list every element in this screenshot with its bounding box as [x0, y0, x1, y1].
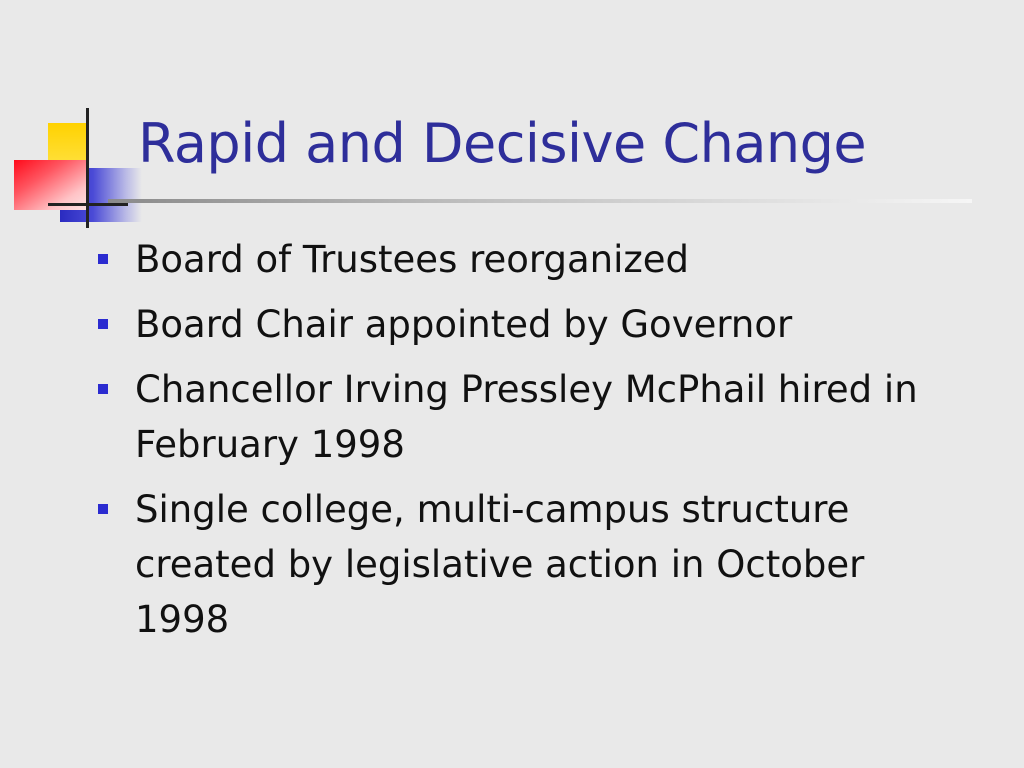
bullet-list: [98, 232, 958, 657]
square-bullet-icon: [98, 384, 108, 394]
bullet-text: Board Chair appointed by Governor: [135, 303, 793, 346]
bullet-item: [98, 362, 958, 472]
bullet-text: Single college, multi-campus structure created by legislative action in October 1998: [135, 488, 865, 641]
vertical-line: [86, 108, 89, 228]
horizontal-line: [48, 203, 128, 206]
square-bullet-icon: [98, 254, 108, 264]
square-bullet-icon: [98, 504, 108, 514]
bullet-item: [98, 232, 958, 287]
bullet-text: Chancellor Irving Pressley McPhail hired in February 1998: [135, 368, 918, 466]
slide-title: Rapid and Decisive Change: [138, 112, 867, 175]
color-blocks-logo-icon: [10, 108, 150, 228]
bullet-item: [98, 297, 958, 352]
title-divider: [108, 199, 972, 203]
bullet-item: [98, 482, 958, 647]
bullet-text: Board of Trustees reorganized: [135, 238, 690, 281]
square-bullet-icon: [98, 319, 108, 329]
